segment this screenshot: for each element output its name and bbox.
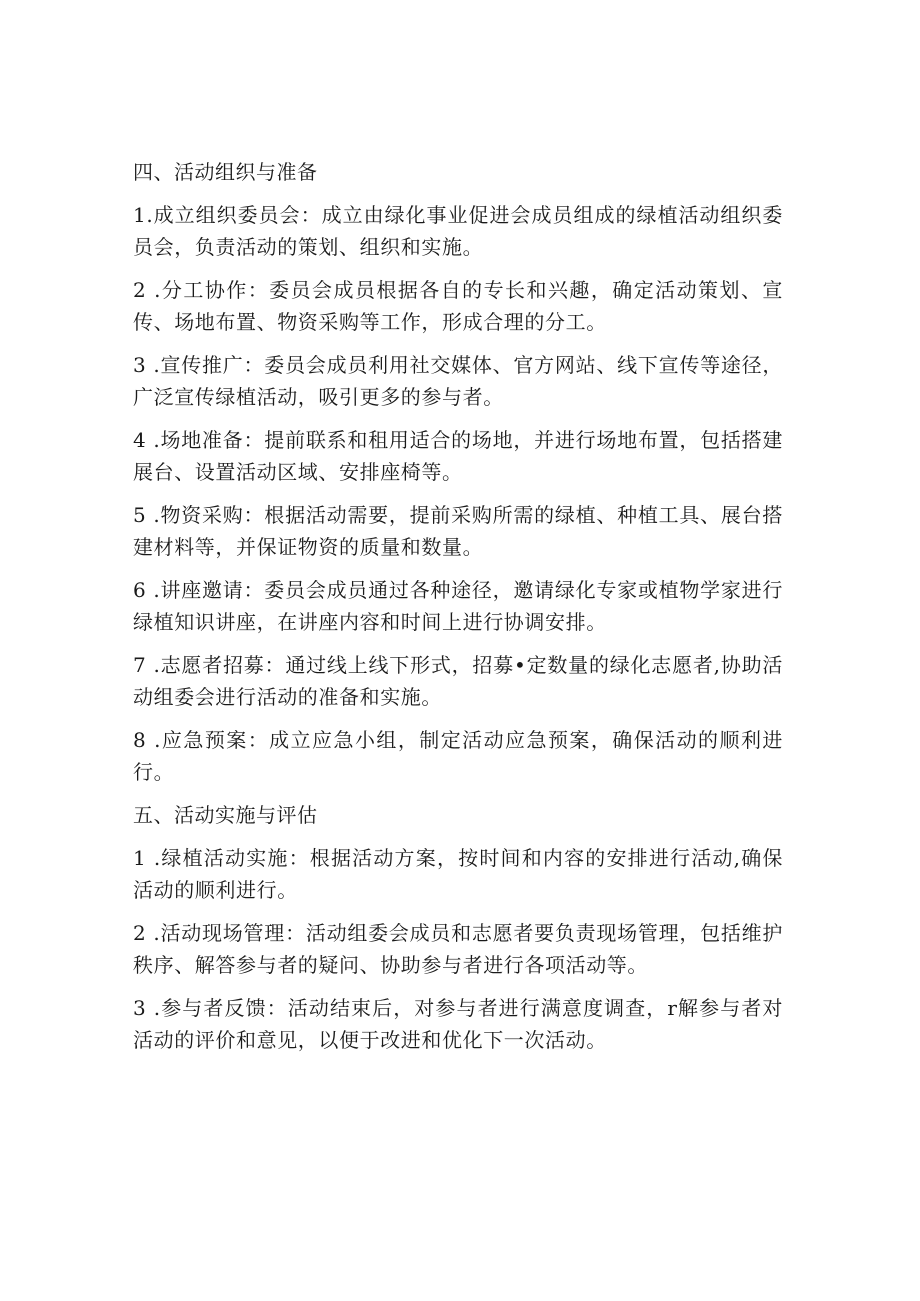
paragraph-4-8: 8 .应急预案：成立应急小组，制定活动应急预案，确保活动的顺利进行。 (133, 728, 783, 784)
document-body (133, 156, 783, 1067)
paragraph-4-3: 3 .宣传推广：委员会成员利用社交媒体、官方网站、线下宣传等途径，广泛宣传绿植活动，吸引更多的参与者。 (133, 353, 783, 409)
paragraph-4-4: 4 .场地准备：提前联系和租用适合的场地，并进行场地布置，包括搭建展台、设置活动区域、安排座椅等。 (133, 428, 783, 484)
paragraph-4-1: 1.成立组织委员会：成立由绿化事业促进会成员组成的绿植活动组织委员会，负责活动的策划、组织和实施。 (133, 203, 783, 259)
paragraph-5-1: 1 .绿植活动实施：根据活动方案，按时间和内容的安排进行活动,确保活动的顺利进行。 (133, 846, 783, 902)
paragraph-5-2: 2 .活动现场管理：活动组委会成员和志愿者要负责现场管理，包括维护秩序、解答参与者的疑问、协助参与者进行各项活动等。 (133, 921, 783, 977)
paragraph-4-7: 7 .志愿者招募：通过线上线下形式，招募•定数量的绿化志愿者,协助活动组委会进行活动的准备和实施。 (133, 653, 783, 709)
paragraph-5-3: 3 .参与者反馈：活动结束后，对参与者进行满意度调查，r解参与者对活动的评价和意见，以便于改进和优化下一次活动。 (133, 996, 783, 1052)
section-heading-4: 四、活动组织与准备 (133, 160, 318, 184)
paragraph-4-2: 2 .分工协作：委员会成员根据各自的专长和兴趣，确定活动策划、宣传、场地布置、物资采购等工作，形成合理的分工。 (133, 278, 783, 334)
paragraph-4-6: 6 .讲座邀请：委员会成员通过各种途径，邀请绿化专家或植物学家进行绿植知识讲座，在讲座内容和时间上进行协调安排。 (133, 578, 783, 634)
paragraph-4-5: 5 .物资采购：根据活动需要，提前采购所需的绿植、种植工具、展台搭建材料等，并保证物资的质量和数量。 (133, 503, 783, 559)
section-heading-5: 五、活动实施与评估 (133, 803, 318, 827)
